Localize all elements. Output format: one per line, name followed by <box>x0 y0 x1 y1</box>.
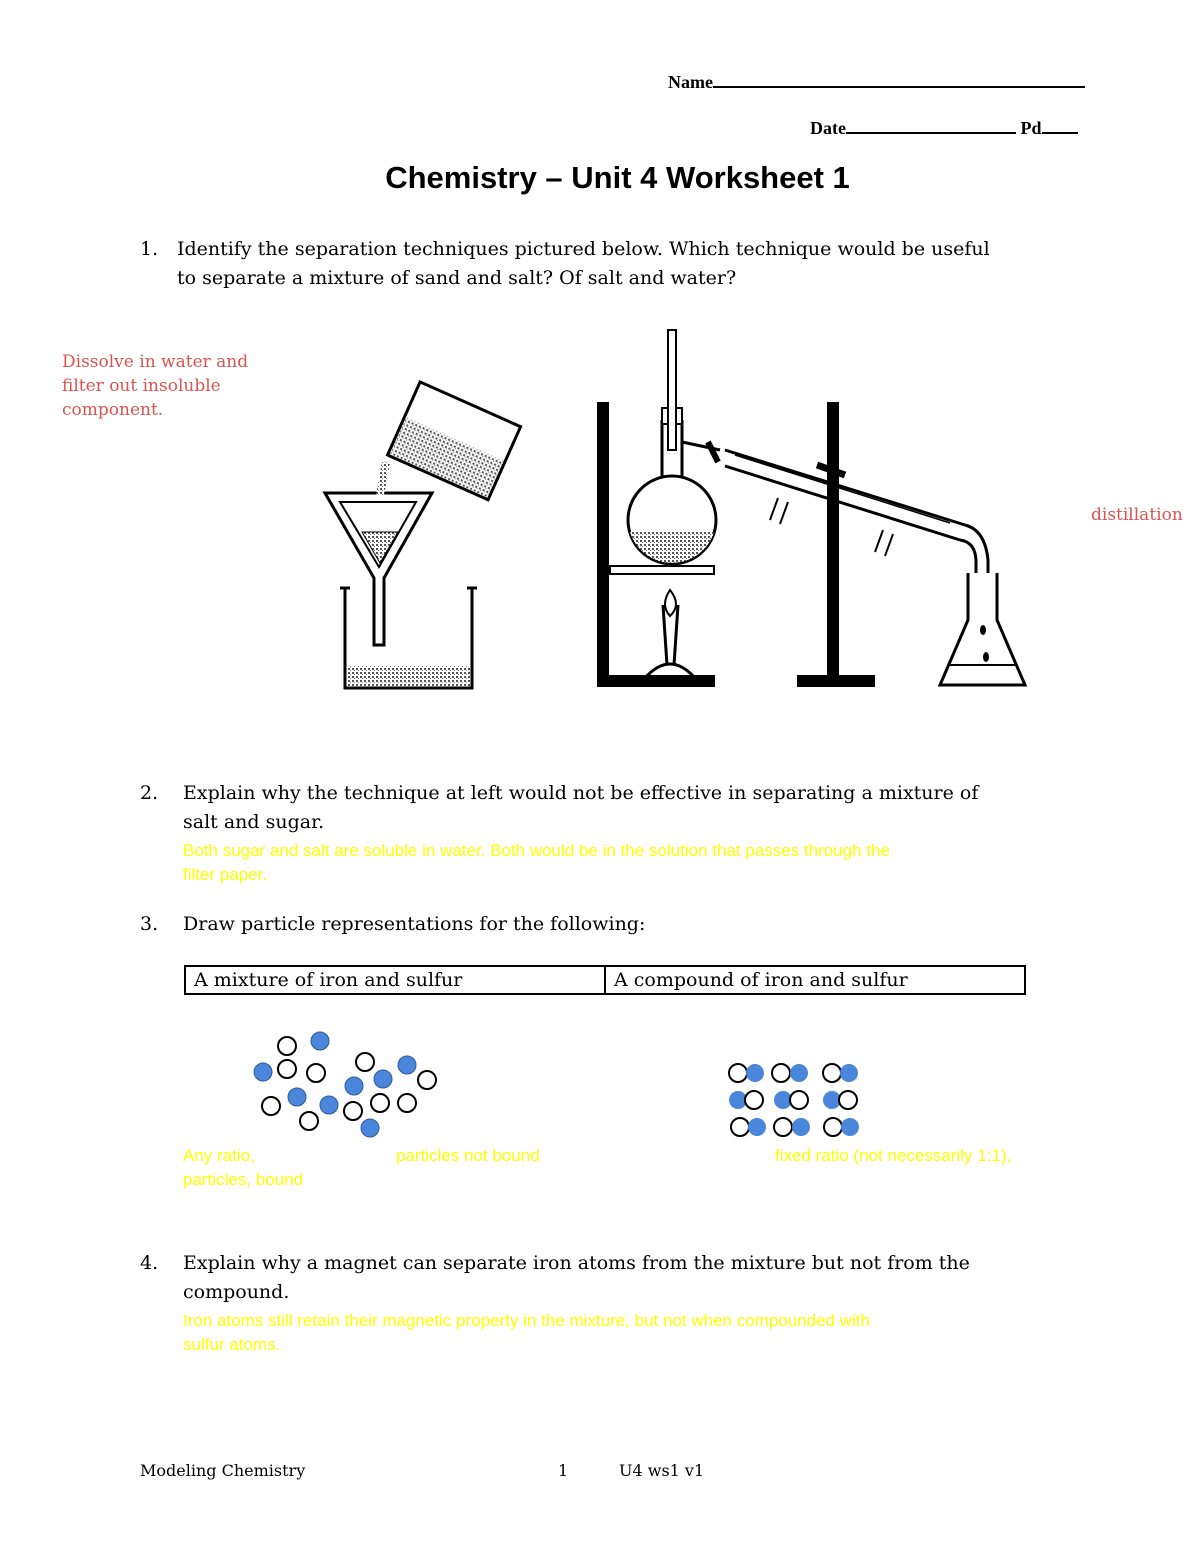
date-label: Date <box>810 118 846 138</box>
question-1-line2: to separate a mixture of sand and salt? Of salt and water? <box>177 267 737 289</box>
compound-particles <box>722 1058 872 1143</box>
sulfur-particle <box>371 1094 389 1112</box>
iron-particle <box>254 1063 272 1081</box>
iron-particle <box>841 1118 859 1136</box>
sulfur-particle <box>278 1060 296 1078</box>
pd-label: Pd <box>1020 118 1042 138</box>
page-title: Chemistry – Unit 4 Worksheet 1 <box>385 160 850 195</box>
particle-table <box>184 965 1026 995</box>
answer-1-left <box>62 350 248 422</box>
iron-particle <box>790 1064 808 1082</box>
sulfur-particle <box>418 1071 436 1089</box>
answer-4-line1: Iron atoms still retain their magnetic property in the mixture, but not when compounded with <box>183 1311 870 1330</box>
funnel <box>325 493 432 645</box>
name-field[interactable] <box>668 72 1085 93</box>
sulfur-particle <box>772 1064 790 1082</box>
question-2-line1: Explain why the technique at left would not be effective in separating a mixture of <box>183 782 979 804</box>
sulfur-particle <box>729 1064 747 1082</box>
sulfur-particle <box>774 1118 792 1136</box>
iron-particle <box>840 1064 858 1082</box>
compound-row-2 <box>729 1091 857 1109</box>
sulfur-particle <box>745 1091 763 1109</box>
pd-line[interactable] <box>1042 132 1078 134</box>
sulfur-particle <box>398 1094 416 1112</box>
answer-2 <box>183 839 890 887</box>
answer-3-note-a: Any ratio, <box>183 1146 255 1165</box>
compound-row-3 <box>731 1118 859 1136</box>
sulfur-particle <box>307 1064 325 1082</box>
iron-particle <box>311 1032 329 1050</box>
date-line[interactable] <box>846 132 1016 134</box>
table-header-mixture: A mixture of iron and sulfur <box>185 966 605 994</box>
sulfur-particle <box>731 1118 749 1136</box>
question-4-text <box>183 1249 970 1307</box>
sulfur-particle <box>344 1102 362 1120</box>
sulfur-particle <box>839 1091 857 1109</box>
sulfur-particle <box>278 1037 296 1055</box>
lab-apparatus-illustration <box>300 320 1060 700</box>
question-2-number: 2. <box>140 782 159 804</box>
thermometer <box>668 330 676 450</box>
answer-2-line2: filter paper. <box>183 865 268 884</box>
name-line[interactable] <box>713 86 1085 88</box>
pouring-beaker <box>388 382 521 500</box>
table-header-compound: A compound of iron and sulfur <box>605 966 1025 994</box>
iron-particle <box>345 1077 363 1095</box>
right-stand-rod <box>827 402 839 687</box>
flame <box>665 590 676 616</box>
question-4-number: 4. <box>140 1252 159 1274</box>
mixture-particles <box>245 1025 455 1140</box>
question-2-line2: salt and sugar. <box>183 811 325 833</box>
iron-particle <box>374 1070 392 1088</box>
iron-particle <box>361 1119 379 1137</box>
question-1-number: 1. <box>140 238 159 260</box>
left-stand-base <box>597 675 715 687</box>
distillation-setup <box>597 330 1025 687</box>
answer-3-note-d: particles, bound <box>183 1170 304 1189</box>
name-label: Name <box>668 72 713 92</box>
question-4-line1: Explain why a magnet can separate iron atoms from the mixture but not from the <box>183 1252 970 1274</box>
sulfur-particle <box>823 1064 841 1082</box>
iron-particle <box>288 1088 306 1106</box>
sulfur-particle <box>824 1118 842 1136</box>
answer-1-left-line1: Dissolve in water and <box>62 352 249 372</box>
question-1-text <box>177 235 990 293</box>
right-stand-base <box>797 675 875 687</box>
left-stand-rod <box>597 402 609 687</box>
footer-page-number: 1 <box>558 1461 569 1480</box>
sulfur-particle <box>356 1053 374 1071</box>
iron-particle <box>792 1118 810 1136</box>
answer-1-right: distillation <box>1091 505 1183 525</box>
answer-1-left-line2: filter out insoluble <box>62 376 221 396</box>
iron-particle <box>320 1096 338 1114</box>
answer-4 <box>183 1309 870 1357</box>
answer-2-line1: Both sugar and salt are soluble in water. Both would be in the solution that passes through the <box>183 841 890 860</box>
question-2-text <box>183 779 978 837</box>
footer-right: U4 ws1 v1 <box>619 1461 705 1480</box>
question-3-text: Draw particle representations for the following: <box>183 913 646 935</box>
answer-3-note-c: fixed ratio (not necessarily 1:1), <box>775 1146 1012 1165</box>
footer-left: Modeling Chemistry <box>140 1461 306 1480</box>
question-4-line2: compound. <box>183 1281 290 1303</box>
answer-4-line2: sulfur atoms. <box>183 1335 281 1354</box>
answer-3-note-b: particles not bound <box>396 1146 540 1165</box>
iron-particle <box>746 1064 764 1082</box>
pouring-stream <box>380 462 386 495</box>
answer-1-left-line3: component. <box>62 400 164 420</box>
question-3-number: 3. <box>140 913 159 935</box>
question-1-line1: Identify the separation techniques pictured below. Which technique would be useful <box>177 238 990 260</box>
sulfur-particle <box>790 1091 808 1109</box>
ring-support <box>610 566 714 574</box>
compound-row-1 <box>729 1064 858 1082</box>
date-pd-field[interactable] <box>810 118 1078 139</box>
beaker-residue <box>347 666 470 686</box>
iron-particle <box>398 1056 416 1074</box>
iron-particle <box>748 1118 766 1136</box>
sulfur-particle <box>300 1112 318 1130</box>
filtration-setup <box>325 382 521 688</box>
sulfur-particle <box>262 1097 280 1115</box>
